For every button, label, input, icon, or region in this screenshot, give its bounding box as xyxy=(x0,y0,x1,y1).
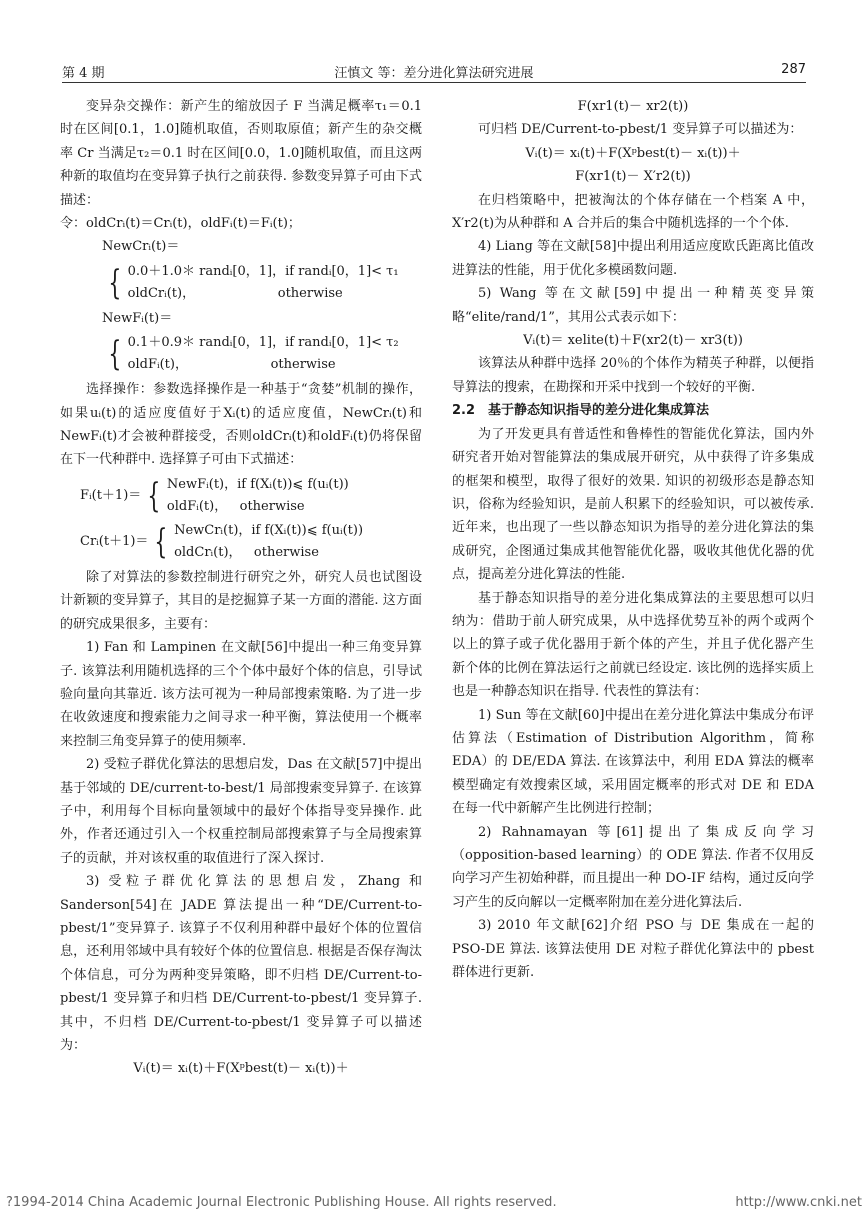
paragraph: 为了开发更具有普适性和鲁棒性的智能优化算法，国内外研究者开始对智能算法的集成展开研究，从中获得了许多集成的框架和模型，取得了很好的效果. 知识的初级形态是静态知识，俗称为经验知识，是前人积累下的经验知识，可以被传承. 近年来，也出现了一些以静态知识为指导的差分进化算法的集成研究，企图通过集成其他智能优化器，吸收其他优化器的优点，提高差分进化算法的性能. xyxy=(452,426,814,583)
formula-f-select xyxy=(60,474,422,518)
paragraph: 可归档 DE/Current-to-pbest/1 变异算子可以描述为： xyxy=(478,122,803,138)
formula-lhs: Crᵢ(t＋1)＝ xyxy=(80,534,149,550)
section-heading: 2.2 基于静态知识指导的差分进化集成算法 xyxy=(452,403,710,419)
paragraph: 变异杂交操作：新产生的缩放因子 F 当满足概率τ₁＝0.1 时在区间[0.1，1.0]随机取值，否则取原值；新产生的杂交概率 Cr 当满足τ₂＝0.1 时在区间[0.0，1.0]随机取值，而且这两种新的取值均在变异算子执行之前获得. 参数变异算子可由下式描述： xyxy=(60,99,422,208)
formula-case: 0.1＋0.9＊ randᵢ[0，1]，if randᵢ[0，1]< τ₂ xyxy=(127,335,399,351)
formula-case: oldFᵢ(t)， otherwise xyxy=(127,357,336,373)
paragraph: 选择操作：参数选择操作是一种基于“贪婪”机制的操作，如果uᵢ(t)的适应度值好于Xᵢ(t)的适应度值，NewCrᵢ(t)和NewFᵢ(t)才会被种群接受，否则oldCrᵢ(t)和oldFᵢ(t)仍将保留在下一代种群中. 选择算子可由下式描述： xyxy=(60,382,422,468)
page-number: 287 xyxy=(781,62,806,77)
paragraph: 4) Liang 等在文献[58]中提出利用适应度欧氏距离比值改进算法的性能，用于优化多模函数问题. xyxy=(452,239,814,278)
brace-icon: { xyxy=(108,262,122,303)
equation: Vᵢ(t)＝ xelite(t)＋F(xr2(t)－ xr3(t)) xyxy=(523,333,743,349)
formula-lhs: NewFᵢ(t)＝ xyxy=(102,310,173,326)
left-column xyxy=(60,95,422,1081)
header-rule xyxy=(62,82,806,83)
paragraph: 5) Wang 等在文献[59]中提出一种精英变异策略“elite/rand/1”，其用公式表示如下： xyxy=(452,286,814,325)
brace-icon: { xyxy=(154,521,168,562)
formula-cr-select xyxy=(60,520,422,564)
formula-case: NewFᵢ(t)，if f(Xᵢ(t))⩽ f(uᵢ(t)) xyxy=(166,476,349,492)
paragraph: 基于静态知识指导的差分进化集成算法的主要思想可以归纳为：借助于前人研究成果，从中选择优势互补的两个或两个以上的算子或子优化器用于新个体的产生，并且子优化器产生新个体的比例在算法运行之前就已经设定. 该比例的选择实质上也是一种静态知识在指导. 代表性的算法有： xyxy=(452,590,814,700)
equation: Vᵢ(t)＝ xᵢ(t)＋F(Xᵖbest(t)－ xᵢ(t))＋ xyxy=(133,1061,349,1077)
formula-newf xyxy=(60,332,422,376)
formula-lhs: Fᵢ(t＋1)＝ xyxy=(80,488,142,504)
issue-number: 第 4 期 xyxy=(62,66,105,81)
formula-lhs: NewCrᵢ(t)＝ xyxy=(102,239,180,255)
equation: Vᵢ(t)＝ xᵢ(t)＋F(Xᵖbest(t)－ xᵢ(t))＋ xyxy=(525,145,741,161)
equation: F(xr1(t)－ X′r2(t)) xyxy=(575,169,691,185)
paragraph: 2) 受粒子群优化算法的思想启发，Das 在文献[57]中提出基于邻域的 DE/current-to-best/1 局部搜索变异算子. 在该算子中，利用每个目标向量领域中的最好个体指导变异操作. 此外，作者还通过引入一个权重控制局部搜索算子与全局搜索算子的贡献，并对该权重的取值进行了深入探讨. xyxy=(60,757,422,866)
equation: F(xr1(t)－ xr2(t)) xyxy=(577,99,689,114)
paragraph: 3) 受粒子群优化算法的思想启发，Zhang 和 Sanderson[54]在 JADE 算法提出一种“DE/Current-to-pbest/1”变异算子. 该算子不仅利用种群中最好个体的位置信息，还利用邻域中具有较好个体的位置信息. 根据是否保存淘汰个体信息，可分为两种变异策略，即不归档 DE/Current-to-pbest/1 变异算子和归档 DE/Current-to-pbest/1 变异算子. 其中，不归档 DE/Current-to-pbest/1 变异算子可以描述为： xyxy=(60,874,422,1053)
running-title: 汪慎文 等：差分进化算法研究进展 xyxy=(334,66,534,81)
page-footer xyxy=(6,1195,862,1210)
paragraph: 令：oldCrᵢ(t)＝Crᵢ(t)，oldFᵢ(t)＝Fᵢ(t)； xyxy=(60,216,301,232)
formula-case: oldCrᵢ(t)， otherwise xyxy=(174,544,319,560)
formula-newcr xyxy=(60,261,422,305)
formula-case: 0.0＋1.0＊ randᵢ[0，1]，if randᵢ[0，1]< τ₁ xyxy=(127,263,399,279)
brace-icon: { xyxy=(147,475,161,516)
paragraph: 在归档策略中，把被淘汰的个体存储在一个档案 A 中，X′r2(t)为从种群和 A 合并后的集合中随机选择的一个个体. xyxy=(452,192,814,232)
formula-case: oldFᵢ(t)， otherwise xyxy=(166,498,305,514)
right-column xyxy=(452,95,814,984)
paragraph: 1) Sun 等在文献[60]中提出在差分进化算法中集成分布评估算法（Estimation of Distribution Algorithm，简称 EDA）的 DE/EDA 算法. 在该算法中，利用 EDA 算法的概率模型确定有效搜索区域，采用固定概率的形式对 DE 和 EDA 在每一代中新解产生比例进行控制； xyxy=(452,707,814,817)
paragraph: 除了对算法的参数控制进行研究之外，研究人员也试图设计新颖的变异算子，其目的是挖掘算子某一方面的潜能. 这方面的研究成果很多，主要有： xyxy=(60,569,422,632)
paragraph: 2) Rahnamayan 等[61]提出了集成反向学习（opposition-based learning）的 ODE 算法. 作者不仅用反向学习产生初始种群，而且提出一种 DO-IF 结构，通过反向学习产生的反向解以一定概率附加在差分进化算法后. xyxy=(452,824,814,910)
running-header xyxy=(62,58,806,82)
footer-link[interactable]: http://www.cnki.net xyxy=(735,1195,862,1210)
brace-icon: { xyxy=(108,334,122,375)
formula-case: oldCrᵢ(t)， otherwise xyxy=(127,285,343,301)
paragraph: 3) 2010 年文献[62]介绍 PSO 与 DE 集成在一起的 PSO-DE 算法. 该算法使用 DE 对粒子群优化算法中的 pbest 群体进行更新. xyxy=(452,918,814,981)
paragraph: 1) Fan 和 Lampinen 在文献[56]中提出一种三角变异算子. 该算法利用随机选择的三个个体中最好个体的信息，引导试验向量向其靠近. 该方法可视为一种局部搜索策略. 为了进一步在收敛速度和搜索能力之间寻求一种平衡，算法使用一个概率来控制三角变异算子的使用频率. xyxy=(60,640,422,749)
formula-case: NewCrᵢ(t)，if f(Xᵢ(t))⩽ f(uᵢ(t)) xyxy=(174,522,364,538)
paragraph: 该算法从种群中选择 20％的个体作为精英子种群，以便指导算法的搜索，在勘探和开采中找到一个较好的平衡. xyxy=(452,356,814,395)
copyright-notice: ?1994-2014 China Academic Journal Electronic Publishing House. All rights reserved. xyxy=(6,1195,557,1210)
